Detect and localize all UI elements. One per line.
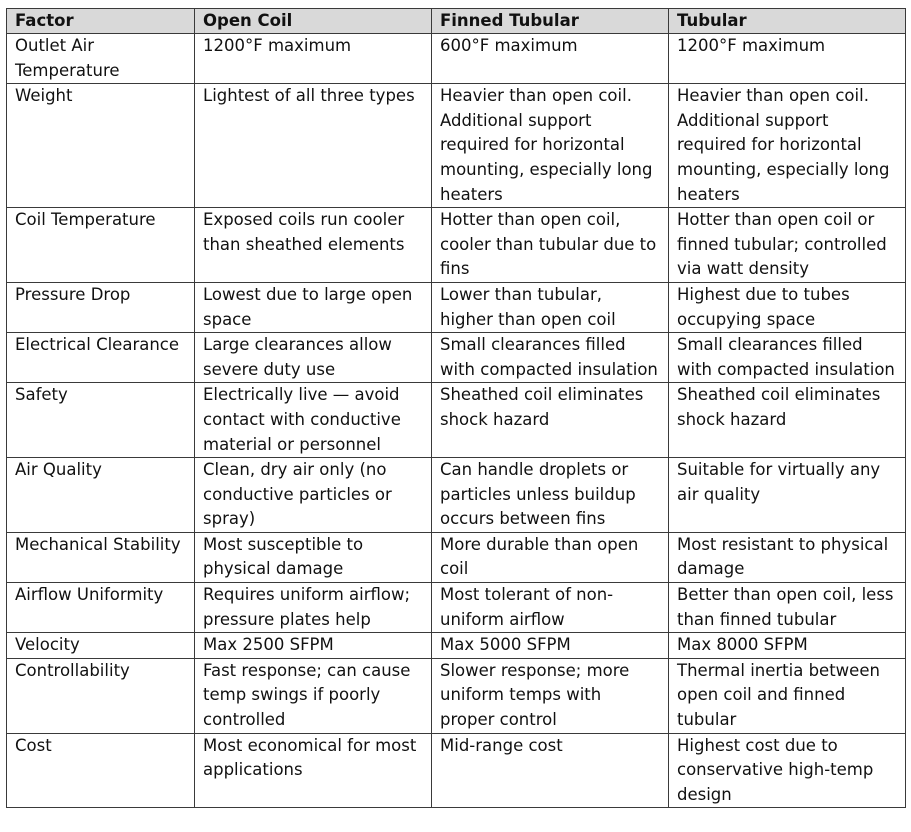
table-row xyxy=(7,282,906,332)
finned-tubular-cell: More durable than open coil xyxy=(432,532,669,582)
finned-tubular-cell: Sheathed coil eliminates shock hazard xyxy=(432,383,669,458)
open-coil-cell: Most economical for most applications xyxy=(195,733,432,808)
factor-cell: Cost xyxy=(7,733,195,808)
tubular-cell: 1200°F maximum xyxy=(669,34,906,84)
finned-tubular-cell: Can handle droplets or particles unless buildup occurs between fins xyxy=(432,458,669,533)
tubular-cell: Thermal inertia between open coil and finned tubular xyxy=(669,658,906,733)
tubular-cell: Heavier than open coil. Additional support required for horizontal mounting, especially long heaters xyxy=(669,84,906,208)
tubular-cell: Most resistant to physical damage xyxy=(669,532,906,582)
table-row xyxy=(7,733,906,808)
finned-tubular-cell: Lower than tubular, higher than open coil xyxy=(432,282,669,332)
table-row xyxy=(7,583,906,633)
tubular-cell: Suitable for virtually any air quality xyxy=(669,458,906,533)
factor-cell: Velocity xyxy=(7,633,195,659)
table-row xyxy=(7,532,906,582)
open-coil-cell: Most susceptible to physical damage xyxy=(195,532,432,582)
table-row xyxy=(7,208,906,283)
table-row xyxy=(7,333,906,383)
tubular-cell: Sheathed coil eliminates shock hazard xyxy=(669,383,906,458)
header-tubular: Tubular xyxy=(669,9,906,34)
tubular-cell: Better than open coil, less than finned tubular xyxy=(669,583,906,633)
factor-cell: Mechanical Stability xyxy=(7,532,195,582)
tubular-cell: Max 8000 SFPM xyxy=(669,633,906,659)
factor-cell: Electrical Clearance xyxy=(7,333,195,383)
factor-cell: Controllability xyxy=(7,658,195,733)
factor-cell: Pressure Drop xyxy=(7,282,195,332)
open-coil-cell: Fast response; can cause temp swings if poorly controlled xyxy=(195,658,432,733)
factor-cell: Coil Temperature xyxy=(7,208,195,283)
finned-tubular-cell: Most tolerant of non-uniform airflow xyxy=(432,583,669,633)
table-row xyxy=(7,383,906,458)
open-coil-cell: Large clearances allow severe duty use xyxy=(195,333,432,383)
header-finned-tubular: Finned Tubular xyxy=(432,9,669,34)
table-header-row xyxy=(7,9,906,34)
open-coil-cell: Electrically live — avoid contact with conductive material or personnel xyxy=(195,383,432,458)
open-coil-cell: Max 2500 SFPM xyxy=(195,633,432,659)
open-coil-cell: 1200°F maximum xyxy=(195,34,432,84)
table-row xyxy=(7,633,906,659)
tubular-cell: Small clearances filled with compacted insulation xyxy=(669,333,906,383)
tubular-cell: Highest cost due to conservative high-temp design xyxy=(669,733,906,808)
finned-tubular-cell: Small clearances filled with compacted insulation xyxy=(432,333,669,383)
open-coil-cell: Lowest due to large open space xyxy=(195,282,432,332)
finned-tubular-cell: Slower response; more uniform temps with proper control xyxy=(432,658,669,733)
open-coil-cell: Lightest of all three types xyxy=(195,84,432,208)
header-open-coil: Open Coil xyxy=(195,9,432,34)
finned-tubular-cell: Mid-range cost xyxy=(432,733,669,808)
tubular-cell: Highest due to tubes occupying space xyxy=(669,282,906,332)
factor-cell: Air Quality xyxy=(7,458,195,533)
factor-cell: Airflow Uniformity xyxy=(7,583,195,633)
finned-tubular-cell: Max 5000 SFPM xyxy=(432,633,669,659)
table-row xyxy=(7,658,906,733)
open-coil-cell: Requires uniform airflow; pressure plates help xyxy=(195,583,432,633)
tubular-cell: Hotter than open coil or finned tubular; controlled via watt density xyxy=(669,208,906,283)
table-row xyxy=(7,458,906,533)
factor-cell: Weight xyxy=(7,84,195,208)
finned-tubular-cell: Hotter than open coil, cooler than tubular due to fins xyxy=(432,208,669,283)
factor-cell: Outlet Air Temperature xyxy=(7,34,195,84)
open-coil-cell: Clean, dry air only (no conductive particles or spray) xyxy=(195,458,432,533)
factor-cell: Safety xyxy=(7,383,195,458)
header-factor: Factor xyxy=(7,9,195,34)
finned-tubular-cell: Heavier than open coil. Additional support required for horizontal mounting, especially long heaters xyxy=(432,84,669,208)
table-row xyxy=(7,84,906,208)
table-row xyxy=(7,34,906,84)
open-coil-cell: Exposed coils run cooler than sheathed elements xyxy=(195,208,432,283)
finned-tubular-cell: 600°F maximum xyxy=(432,34,669,84)
heater-comparison-table xyxy=(6,8,906,808)
